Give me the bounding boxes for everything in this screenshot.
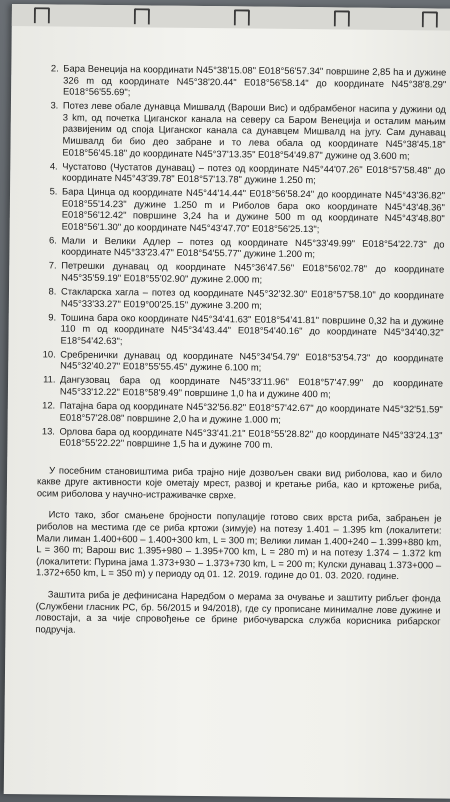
document-page	[4, 4, 450, 799]
binder-clip-icon	[422, 11, 438, 27]
list-item: 6. Мали и Велики Адлер – потез од координате N45°33'49.99" E018°54'22.73" до координате N45°33'23.47" E018°54'55.77" дужине 1.200 m;	[59, 234, 444, 261]
protected-sites-list	[37, 62, 446, 452]
list-item: 2. Бара Венеција на координати N45°38'15.08" E018°56'57.34" површине 2,85 ha и дужине 326 m од координате N45°38'20.44" E018°56'58.14" до координате N45°38'8.29" E018°56'55.69";	[61, 63, 446, 102]
page-top-edge	[12, 4, 450, 31]
paragraph-legal-protection: Заштита риба је дефинисана Наредбом о мерама за очување и заштиту рибљег фонда (Службени гласник РС, бр. 56/2015 и 94/2018), где су прописане минималне лове дужине и ловостаји, а за чије спровођење се брине рибочуварска служба корисника рибарског подручја.	[35, 588, 441, 635]
list-item: 12. Патајна бара од координате N45°32'56.82" E018°57'42.67" до координате N45°32'51.59" E018°57'28.08" површине 2,0 ha и дужине 1.000 m;	[58, 399, 443, 426]
binder-clip-icon	[234, 9, 250, 25]
list-item: 4. Чустатово (Чустатов дунавац) – потез од координате N45°44'07.26" E018°57'58.48" до координате N45°43'39.78" E018°57'13.78" дужине 1.250 m;	[60, 160, 445, 187]
list-item: 10. Сребренички дунавац од координате N45°34'54.79" E018°53'54.73" до координате N45°32'40.27" E018°55'55.45" дужине 6.100 m;	[58, 348, 443, 375]
binder-clip-icon	[34, 7, 50, 23]
list-item: 9. Тошина бара око координате N45°34'41.63" E018°54'41.81" површине 0,32 ha и дужине 110 m од координате N45°34'43.44" E018°54'40.16" до координате N45°34'40.32" E18°54'42.63";	[58, 311, 443, 350]
binder-clip-icon	[134, 8, 150, 24]
paragraph-wintering-ban: Исто тако, због смањене бројности популације готово свих врста риба, забрањен је риболов на местима где се риба кртожи (зимује) на потезу 1.401 – 1.395 km (локалитети: Мали лиман 1.400+600 – 1.400+300 km, L = 300 m; Велики лиман 1.400+240 – 1.399+880 km, L = 360 m; Варош вис 1.395+980 – 1.395+700 km, L = 280 m) и на потезу 1.374 – 1.372 km (локалитети: Пурина јама 1.373+930 – 1.373+730 km, L = 200 m; Кулски дунавац 1.373+000 – 1.372+650 km, L = 350 m) у периоду од 01. 12. 2019. године до 01. 03. 2020. године.	[35, 508, 442, 582]
list-item: 8. Стакларска хагла – потез од координате N45°32'32.30" E018°57'58.10" до координате N45°33'33.27" E019°00'25.15" дужине 3.200 m;	[59, 286, 444, 313]
list-item: 5. Бара Цинца од координате N45°44'14.44" E018°56'58.24" до координате N45°43'36.82" E018°55'14.23" дужине 1.250 m и Риболов бара око координате N45°43'48.36" E018°56'12.42" површине 3,24 ha и дужине 500 m од координате N45°43'48.80" E018°56'1.30" до координате N45°43'47.70" E018°56'25.13";	[60, 186, 445, 236]
document-body	[35, 62, 446, 639]
list-item: 13. Орлова бара од координате N45°33'41.21" E018°55'28.82" до координате N45°33'24.13" E018°55'22.22" површине 1,5 ha и дужине 700 m.	[57, 425, 442, 452]
paragraph-habitat-ban: У посебним становиштима риба трајно није дозвољен сваки вид риболова, као и било какве друге активности које ометају мрест, развој и кретање риба, као и кртожење риба, осим риболова у научно-истраживачке сврхе.	[36, 464, 443, 501]
list-item: 11. Дангузовац бара од координате N45°33'11.96" E018°57'47.99" до координате N45°33'12.22" E018°58'9.49" површине 1,0 ha и дужине 400 m;	[58, 374, 443, 401]
list-item: 3. Потез леве обале дунавца Мишвалд (Вароши Вис) и одбрамбеног насипа у дужини од 3 km, од почетка Циганског канала на северу са Баром Венеција и осталим мањим развијеним од споја Циганског канала са дунавцем Мишвалд на југу. Сам дунавац Мишвалд би био део забране и то лева обала од координате N45°38'45.18" E018°56'45.18" до координате N45°37'13.35" E018°54'49.87" дужине од 3.600 m;	[60, 100, 446, 162]
list-item: 7. Петрешки дунавац од координате N45°36'47.56" E018°56'02.78" до координате N45°35'59.19" E018°55'02.90" дужине 2.000 m;	[59, 260, 444, 287]
binder-clip-icon	[334, 10, 350, 26]
